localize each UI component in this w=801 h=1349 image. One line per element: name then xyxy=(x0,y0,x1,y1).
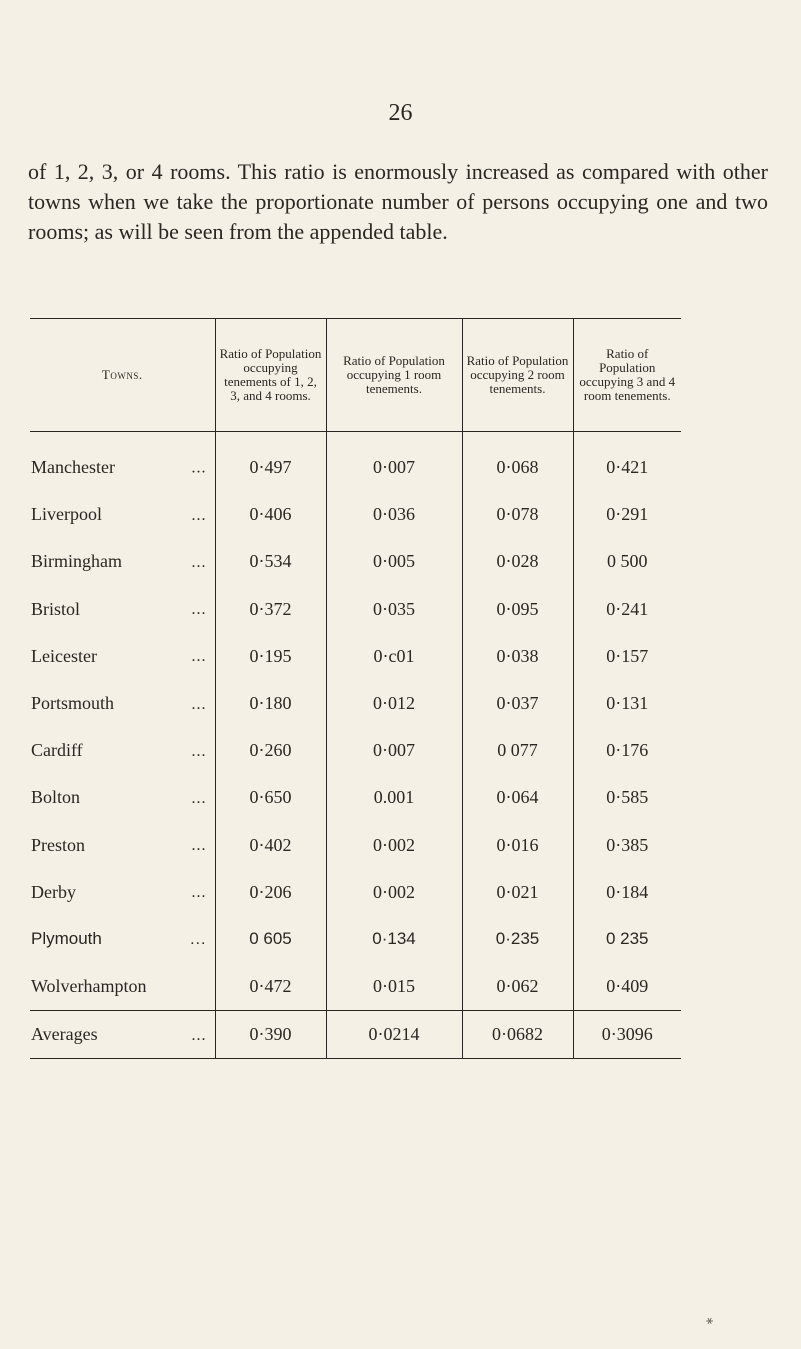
town-name: Preston xyxy=(31,834,85,855)
table-row xyxy=(30,633,681,680)
cell-three-four-room-ratio: 0·585 xyxy=(573,774,681,821)
table-row xyxy=(30,822,681,869)
table-row xyxy=(30,963,681,1011)
header-ratio-1-room: Ratio of Population occupying 1 room tenements. xyxy=(326,319,462,432)
cell-two-room-ratio: 0·078 xyxy=(462,491,573,538)
cell-total-ratio: 0 605 xyxy=(215,916,326,963)
intro-paragraph: of 1, 2, 3, or 4 rooms. This ratio is enormously increased as compared with other towns when we take the proportionate number of persons occupying one and two rooms; as will be seen from the appended table. xyxy=(28,159,768,244)
table-row xyxy=(30,586,681,633)
cell-two-room-ratio: 0·235 xyxy=(462,916,573,963)
table-row xyxy=(30,680,681,727)
cell-one-room-ratio: 0·c01 xyxy=(326,633,462,680)
cell-two-room-ratio: 0·068 xyxy=(462,432,573,492)
table-row xyxy=(30,491,681,538)
cell-one-room-ratio: 0·005 xyxy=(326,538,462,585)
avg-total-ratio: 0·390 xyxy=(215,1011,326,1059)
ratio-table xyxy=(30,318,681,1059)
cell-three-four-room-ratio: 0·409 xyxy=(573,963,681,1011)
cell-total-ratio: 0·534 xyxy=(215,538,326,585)
cell-one-room-ratio: 0·002 xyxy=(326,869,462,916)
cell-one-room-ratio: 0·036 xyxy=(326,491,462,538)
leader-dots: ... xyxy=(191,1026,207,1044)
avg-one-room-ratio: 0·0214 xyxy=(326,1011,462,1059)
cell-one-room-ratio: 0·035 xyxy=(326,586,462,633)
cell-total-ratio: 0·195 xyxy=(215,633,326,680)
cell-two-room-ratio: 0·062 xyxy=(462,963,573,1011)
table-body xyxy=(30,432,681,1059)
leader-dots: ... xyxy=(191,648,207,666)
cell-three-four-room-ratio: 0·291 xyxy=(573,491,681,538)
cell-three-four-room-ratio: 0 500 xyxy=(573,538,681,585)
cell-three-four-room-ratio: 0·131 xyxy=(573,680,681,727)
town-name: Leicester xyxy=(31,645,97,666)
header-ratio-2-room: Ratio of Population occupying 2 room tenements. xyxy=(462,319,573,432)
town-name: Manchester xyxy=(31,457,115,478)
town-name: Cardiff xyxy=(31,740,83,761)
cell-one-room-ratio: 0·012 xyxy=(326,680,462,727)
cell-one-room-ratio: 0.001 xyxy=(326,774,462,821)
leader-dots: ... xyxy=(191,601,207,619)
leader-dots: ... xyxy=(191,506,207,524)
table-row xyxy=(30,774,681,821)
cell-two-room-ratio: 0·016 xyxy=(462,822,573,869)
cell-total-ratio: 0·650 xyxy=(215,774,326,821)
leader-dots: ... xyxy=(191,836,207,854)
leader-dots: ... xyxy=(190,931,207,949)
cell-total-ratio: 0·402 xyxy=(215,822,326,869)
leader-dots: ... xyxy=(191,884,207,902)
printer-mark: ⚹ xyxy=(706,1313,714,1327)
header-towns: Towns. xyxy=(30,319,215,432)
town-name: Plymouth xyxy=(31,929,102,949)
cell-total-ratio: 0·260 xyxy=(215,727,326,774)
cell-three-four-room-ratio: 0 235 xyxy=(573,916,681,963)
table-header-row xyxy=(30,319,681,432)
cell-two-room-ratio: 0·038 xyxy=(462,633,573,680)
cell-two-room-ratio: 0·021 xyxy=(462,869,573,916)
cell-one-room-ratio: 0·002 xyxy=(326,822,462,869)
leader-dots: ... xyxy=(191,458,207,476)
page-number: 26 xyxy=(388,100,413,126)
leader-dots: ... xyxy=(191,553,207,571)
averages-label: Averages xyxy=(31,1024,98,1045)
cell-three-four-room-ratio: 0·241 xyxy=(573,586,681,633)
leader-dots: ... xyxy=(191,695,207,713)
table-row xyxy=(30,538,681,585)
cell-two-room-ratio: 0·028 xyxy=(462,538,573,585)
town-name: Derby xyxy=(31,881,76,902)
cell-three-four-room-ratio: 0·184 xyxy=(573,869,681,916)
header-ratio-1-4-rooms: Ratio of Population occupying tenements of 1, 2, 3, and 4 rooms. xyxy=(215,319,326,432)
leader-dots: ... xyxy=(191,742,207,760)
cell-one-room-ratio: 0·007 xyxy=(326,432,462,492)
cell-three-four-room-ratio: 0·157 xyxy=(573,633,681,680)
cell-three-four-room-ratio: 0·421 xyxy=(573,432,681,492)
cell-three-four-room-ratio: 0·385 xyxy=(573,822,681,869)
town-name: Bolton xyxy=(31,787,81,808)
ratio-table-container xyxy=(30,318,681,1059)
table-row xyxy=(30,916,681,963)
avg-two-room-ratio: 0·0682 xyxy=(462,1011,573,1059)
cell-total-ratio: 0·406 xyxy=(215,491,326,538)
cell-total-ratio: 0·372 xyxy=(215,586,326,633)
leader-dots: ... xyxy=(191,789,207,807)
cell-total-ratio: 0·206 xyxy=(215,869,326,916)
town-name: Liverpool xyxy=(31,504,102,525)
cell-two-room-ratio: 0·095 xyxy=(462,586,573,633)
avg-three-four-room-ratio: 0·3096 xyxy=(573,1011,681,1059)
averages-row xyxy=(30,1011,681,1059)
cell-one-room-ratio: 0·134 xyxy=(326,916,462,963)
table-row xyxy=(30,432,681,492)
town-name: Birmingham xyxy=(31,551,122,572)
cell-three-four-room-ratio: 0·176 xyxy=(573,727,681,774)
table-row xyxy=(30,869,681,916)
town-name: Bristol xyxy=(31,598,81,619)
cell-total-ratio: 0·497 xyxy=(215,432,326,492)
header-ratio-3-4-room: Ratio of Population occupying 3 and 4 room tenements. xyxy=(573,319,681,432)
cell-two-room-ratio: 0·064 xyxy=(462,774,573,821)
cell-total-ratio: 0·180 xyxy=(215,680,326,727)
town-name: Wolverhampton xyxy=(31,976,147,997)
cell-total-ratio: 0·472 xyxy=(215,963,326,1011)
cell-two-room-ratio: 0·037 xyxy=(462,680,573,727)
cell-two-room-ratio: 0 077 xyxy=(462,727,573,774)
town-name: Portsmouth xyxy=(31,693,115,714)
cell-one-room-ratio: 0·015 xyxy=(326,963,462,1011)
table-row xyxy=(30,727,681,774)
cell-one-room-ratio: 0·007 xyxy=(326,727,462,774)
